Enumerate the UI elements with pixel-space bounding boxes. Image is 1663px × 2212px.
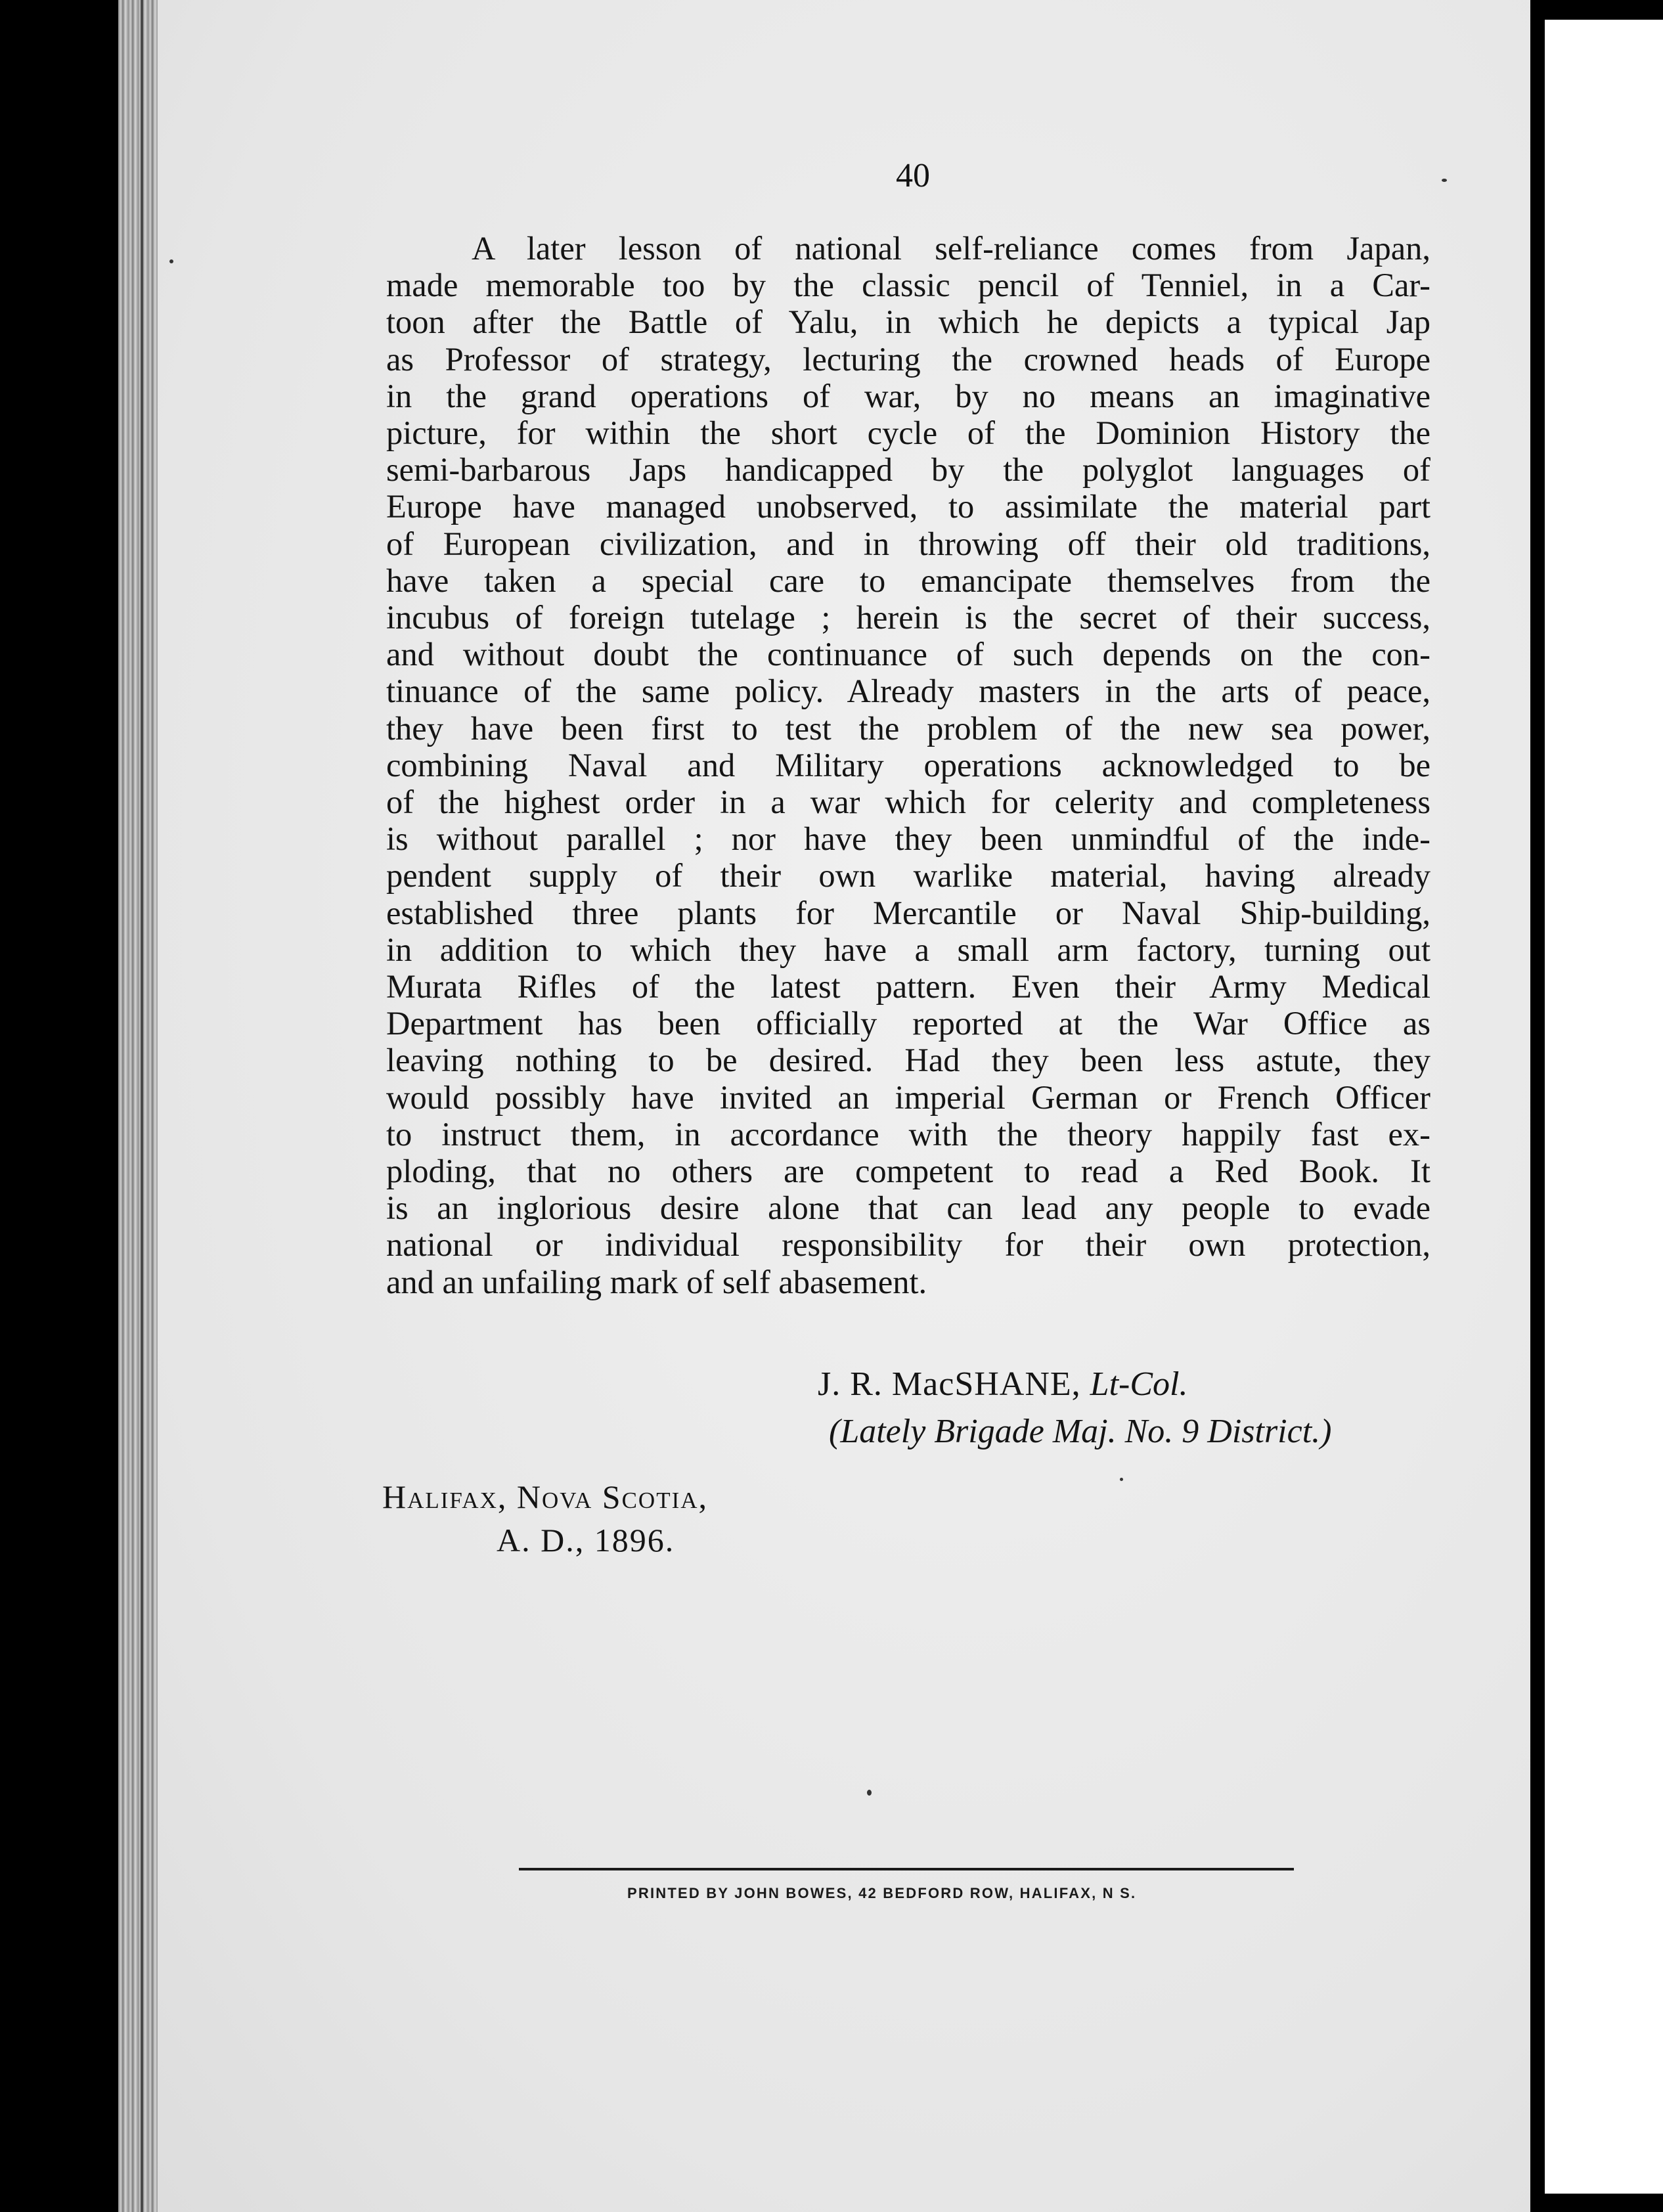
scan-speck [1120,1478,1123,1481]
text-line: have taken a special care to emancipate themselves from the [386,562,1430,599]
facing-page [1545,20,1663,2194]
page-number: 40 [896,157,930,194]
text-line: they have been first to test the problem of the new sea power, [386,709,1430,747]
text-line: toon after the Battle of Yalu, in which he depicts a typical Jap [386,303,1430,341]
text-line: established three plants for Mercantile or Naval Ship-building, [386,894,1430,931]
text-line: Murata Rifles of the latest pattern. Even their Army Medical [386,968,1430,1006]
body-paragraph [386,230,1430,1300]
scan-speck [1442,179,1447,182]
text-line: of the highest order in a war which for celerity and completeness [386,784,1430,821]
printer-imprint: PRINTED BY JOHN BOWES, 42 BEDFORD ROW, HALIFAX, N S. [627,1885,1137,1901]
text-line: Europe have managed unobserved, to assimilate the material part [386,488,1430,525]
page-spine-line [141,0,143,2212]
text-line: leaving nothing to be desired. Had they been less astute, they [386,1042,1430,1079]
text-line: tinuance of the same policy. Already masters in the arts of peace, [386,673,1430,710]
text-line: semi-barbarous Japs handicapped by the polyglot languages of [386,451,1430,489]
signature-rank: Lt-Col. [1090,1365,1188,1403]
text-line: and without doubt the continuance of such depends on the con- [386,636,1430,673]
text-line: Department has been officially reported at the War Office as [386,1005,1430,1042]
text-line: is without parallel ; nor have they been unmindful of the inde- [386,820,1430,858]
text-line: of European civilization, and in throwing off their old traditions, [386,525,1430,562]
text-line: national or individual responsibility for their own protection, [386,1226,1430,1264]
text-line: made memorable too by the classic pencil of Tenniel, in a Car- [386,267,1430,304]
text-line: in addition to which they have a small arm factory, turning out [386,931,1430,968]
scan-speck [169,259,173,263]
text-line: to instruct them, in accordance with the theory happily fast ex- [386,1115,1430,1153]
signature-role: (Lately Brigade Maj. No. 9 District.) [829,1413,1332,1450]
footer-rule [519,1868,1294,1870]
date-line: A. D., 1896. [497,1522,675,1559]
text-line: as Professor of strategy, lecturing the crowned heads of Europe [386,340,1430,378]
text-line: would possibly have invited an imperial German or French Officer [386,1078,1430,1116]
text-line: ploding, that no others are competent to read a Red Book. It [386,1153,1430,1190]
text-line: pendent supply of their own warlike material, having already [386,857,1430,895]
page-gutter [1530,0,1545,2212]
text-line: combining Naval and Military operations acknowledged to be [386,746,1430,784]
text-line: and an unfailing mark of self abasement. [386,1263,927,1300]
text-line: A later lesson of national self-reliance comes from Japan, [472,230,1430,267]
signature-name [818,1365,1188,1404]
scan-speck [867,1790,872,1796]
stacked-page-edges [118,0,158,2212]
place-line: Halifax, Nova Scotia, [382,1478,709,1515]
text-line: in the grand operations of war, by no means an imaginative [386,377,1430,414]
text-line: picture, for within the short cycle of the Dominion History the [386,414,1430,452]
text-line: is an inglorious desire alone that can lead any people to evade [386,1189,1430,1227]
text-line: incubus of foreign tutelage ; herein is the secret of their success, [386,599,1430,636]
signature-author: J. R. MacSHANE, [818,1365,1081,1403]
